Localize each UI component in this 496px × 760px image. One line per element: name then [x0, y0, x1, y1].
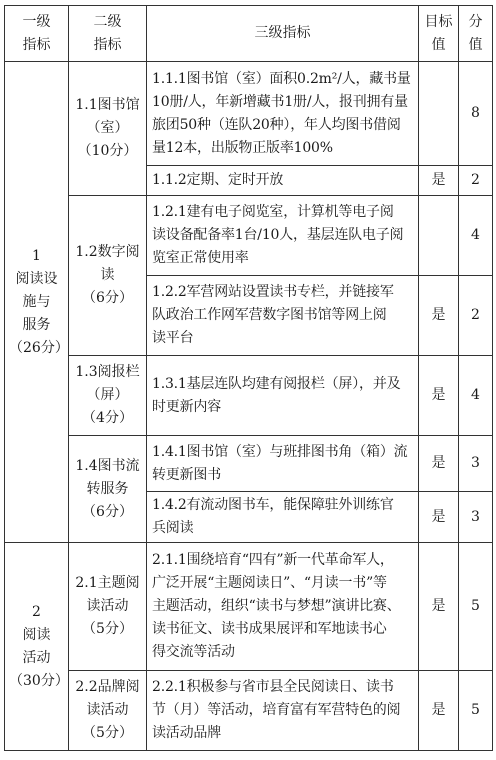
target-cell: 是 — [419, 543, 459, 671]
level2-cell — [69, 62, 147, 196]
level2-line: （6分） — [82, 290, 133, 306]
level1-line: 2 — [32, 603, 41, 620]
level3-line: 10册/人，年新增藏书1册/人，报刊拥有量 — [152, 93, 408, 110]
score-cell: 5 — [459, 543, 493, 671]
level2-line: 1.2数字阅 — [75, 244, 140, 260]
target-cell: 是 — [419, 166, 459, 196]
table-row — [5, 62, 493, 166]
level3-line: 量12本，出版物正版率100% — [152, 139, 333, 156]
indicator-table — [4, 5, 493, 751]
level1-line: 1 — [32, 247, 41, 264]
level2-cell — [69, 543, 147, 671]
header-level1-line: 一级 — [22, 13, 51, 30]
score-cell: 3 — [459, 492, 493, 543]
target-cell: 是 — [419, 671, 459, 751]
level3-cell — [147, 356, 419, 436]
header-level3: 三级指标 — [147, 6, 419, 62]
level2-cell — [69, 436, 147, 543]
level3-line: 得交流等活动 — [152, 644, 235, 660]
level3-line: 旅团50种（连队20种），年人均图书借阅 — [152, 116, 401, 133]
level1-line: （30分） — [9, 672, 69, 689]
header-level2-line: 二级 — [93, 13, 122, 30]
level3-cell — [147, 166, 419, 196]
level3-line: 节（月）等活动，培育富有军营特色的阅 — [152, 702, 401, 718]
level1-cell — [5, 543, 69, 751]
level3-cell — [147, 276, 419, 356]
target-cell — [419, 196, 459, 276]
level3-line: 兵阅读 — [152, 520, 194, 536]
level2-cell — [69, 356, 147, 436]
level3-line: 广泛开展“主题阅读日”、“月读一书”等 — [152, 575, 387, 591]
level3-line: 主题活动，组织“读书与梦想”演讲比赛、 — [152, 598, 401, 614]
level1-line: 服务 — [22, 316, 51, 333]
level1-line: 施与 — [22, 293, 51, 310]
score-cell: 2 — [459, 166, 493, 196]
level3-line: 1.2.2军营网站设置读书专栏，并链接军 — [152, 284, 394, 300]
level3-cell — [147, 543, 419, 671]
level2-cell — [69, 671, 147, 751]
level2-line: （10分） — [77, 143, 138, 159]
level3-line: 转更新图书 — [152, 466, 221, 483]
target-cell: 是 — [419, 436, 459, 492]
score-cell: 4 — [459, 196, 493, 276]
table-row — [5, 356, 493, 436]
level2-line: （室） — [86, 120, 129, 136]
level3-cell — [147, 492, 419, 543]
target-cell — [419, 62, 459, 166]
level2-line: 读活动 — [86, 702, 129, 718]
level3-line: 览室正常使用率 — [152, 250, 249, 266]
level3-line: 读设备配备率1台/10人，基层连队电子阅 — [152, 227, 404, 243]
score-cell: 8 — [459, 62, 493, 166]
level3-cell — [147, 671, 419, 751]
header-target — [419, 6, 459, 62]
level3-line: 读书征文、读书成果展评和军地读书心 — [152, 621, 387, 637]
level2-line: 1.4图书流 — [75, 457, 140, 474]
level2-line: （6分） — [82, 503, 133, 520]
level2-line: （4分） — [82, 410, 133, 426]
level3-line: 1.1.2定期、定时开放 — [152, 172, 284, 188]
level3-line: 读平台 — [152, 330, 194, 346]
level1-line: 阅读 — [22, 626, 51, 643]
level2-line: 2.2品牌阅 — [75, 679, 140, 695]
header-level2-line: 指标 — [93, 36, 122, 53]
header-score-line: 值 — [468, 36, 483, 53]
level2-line: 转服务 — [86, 480, 129, 497]
header-score-line: 分 — [468, 13, 483, 30]
header-target-line: 值 — [431, 36, 446, 53]
level3-line: 1.2.1建有电子阅览室，计算机等电子阅 — [152, 204, 394, 220]
target-cell: 是 — [419, 276, 459, 356]
table-body — [5, 62, 493, 751]
score-cell: 5 — [459, 671, 493, 751]
level1-line: 活动 — [22, 649, 51, 666]
level3-cell — [147, 436, 419, 492]
level1-line: （26分） — [9, 339, 69, 356]
header-level1-line: 指标 — [22, 36, 51, 53]
level2-line: 读活动 — [86, 598, 129, 614]
level2-line: （5分） — [82, 725, 133, 741]
level3-line: 时更新内容 — [152, 398, 221, 415]
table-row — [5, 543, 493, 671]
level2-line: 1.3阅报栏 — [75, 364, 140, 380]
level3-line: 1.3.1基层连队均建有阅报栏（屏），并及 — [152, 375, 401, 392]
level3-line: 1.4.1图书馆（室）与班排图书角（箱）流 — [152, 443, 408, 460]
level2-line: （5分） — [82, 621, 133, 637]
level2-line: （屏） — [86, 387, 129, 403]
level3-cell — [147, 62, 419, 166]
level3-line: 2.1.1围绕培育“四有”新一代革命军人， — [152, 552, 394, 568]
header-row — [5, 6, 493, 62]
header-score — [459, 6, 493, 62]
level3-line: 1.1.1图书馆（室）面积0.2m²/人，藏书量 — [152, 70, 411, 87]
level3-line: 队政治工作网军营数字图书馆等网上阅 — [152, 307, 387, 323]
level1-cell — [5, 62, 69, 543]
level2-line: 2.1主题阅 — [75, 575, 140, 591]
level2-line: 读 — [100, 267, 115, 283]
target-cell: 是 — [419, 492, 459, 543]
level3-line: 2.2.1积极参与省市县全民阅读日、读书 — [152, 679, 394, 695]
score-cell: 3 — [459, 436, 493, 492]
score-cell: 4 — [459, 356, 493, 436]
table-row — [5, 436, 493, 492]
level2-cell — [69, 196, 147, 356]
level3-cell — [147, 196, 419, 276]
score-cell: 2 — [459, 276, 493, 356]
target-cell: 是 — [419, 356, 459, 436]
level3-line: 读活动品牌 — [152, 725, 221, 741]
level2-line: 1.1图书馆 — [75, 97, 140, 113]
table-row — [5, 671, 493, 751]
header-level1 — [5, 6, 69, 62]
level1-line: 阅读设 — [15, 270, 58, 287]
header-level2 — [69, 6, 147, 62]
header-target-line: 目标 — [424, 13, 453, 30]
level3-line: 1.4.2有流动图书车，能保障驻外训练官 — [152, 497, 394, 513]
table-row — [5, 196, 493, 276]
